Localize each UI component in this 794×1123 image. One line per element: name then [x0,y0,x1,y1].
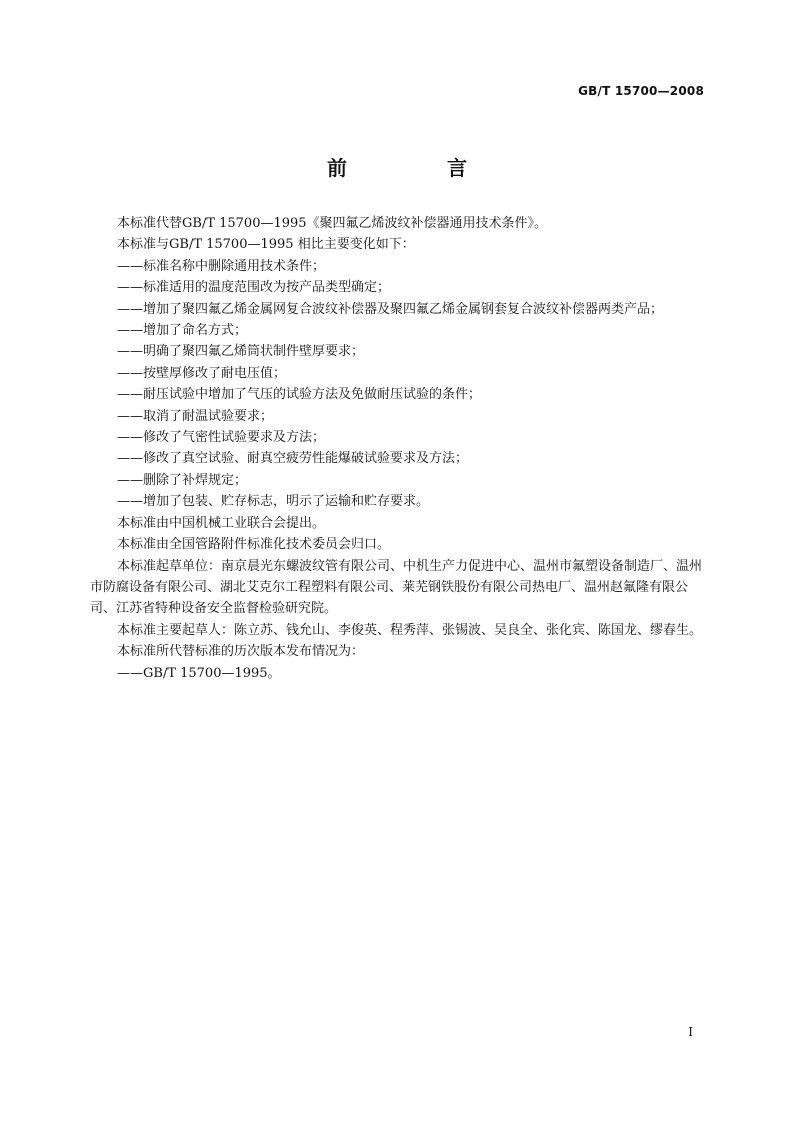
paragraph-drafters: 本标准主要起草人：陈立苏、钱允山、李俊英、程秀萍、张锡波、吴良全、张化宾、陈国龙、缪春生。 [117,622,703,638]
list-item: ——修改了真空试验、耐真空疲劳性能爆破试验要求及方法； [117,451,469,467]
list-item: ——增加了聚四氟乙烯金属网复合波纹补偿器及聚四氟乙烯金属钢套复合波纹补偿器两类产品； [117,301,664,317]
changes-list [90,256,708,513]
standard-code: GB/T 15700—2008 [578,84,704,98]
paragraph-drafting-units: 本标准起草单位：南京晨光东螺波纹管有限公司、中机生产力促进中心、温州市氟塑设备制造厂、温州市防腐设备有限公司、湖北艾克尔工程塑料有限公司、莱芜钢铁股份有限公司热电厂、温州赵氟隆有限公司、江苏省特种设备安全监督检验研究院。 [90,558,703,617]
paragraph-administered-by: 本标准由全国管路附件标准化技术委员会归口。 [117,537,391,553]
page-number: I [688,1025,693,1039]
paragraph-proposed-by: 本标准由中国机械工业联合会提出。 [117,515,326,531]
list-item: ——标准适用的温度范围改为按产品类型确定； [117,280,391,296]
list-item: ——GB/T 15700—1995。 [117,665,281,681]
paragraph-history-intro: 本标准所代替标准的历次版本发布情况为： [117,644,365,660]
list-item: ——修改了气密性试验要求及方法； [117,430,326,446]
history-list [90,663,708,684]
paragraph-replacement: 本标准代替GB/T 15700—1995《聚四氟乙烯波纹补偿器通用技术条件》。 [117,216,548,231]
list-item: ——增加了命名方式； [117,323,248,339]
list-item: ——明确了聚四氟乙烯筒状制件壁厚要求； [117,344,365,360]
list-item: ——增加了包装、贮存标志，明示了运输和贮存要求。 [117,494,430,510]
list-item: ——标准名称中删除通用技术条件； [117,258,326,274]
list-item: ——删除了补焊规定； [117,472,248,488]
document-body [90,213,708,684]
page-title: 前 言 [327,156,507,180]
list-item: ——耐压试验中增加了气压的试验方法及免做耐压试验的条件； [117,387,482,403]
list-item: ——按壁厚修改了耐电压值； [117,365,287,381]
list-item: ——取消了耐温试验要求； [117,408,274,424]
paragraph-changes-intro: 本标准与GB/T 15700—1995 相比主要变化如下： [117,237,415,253]
